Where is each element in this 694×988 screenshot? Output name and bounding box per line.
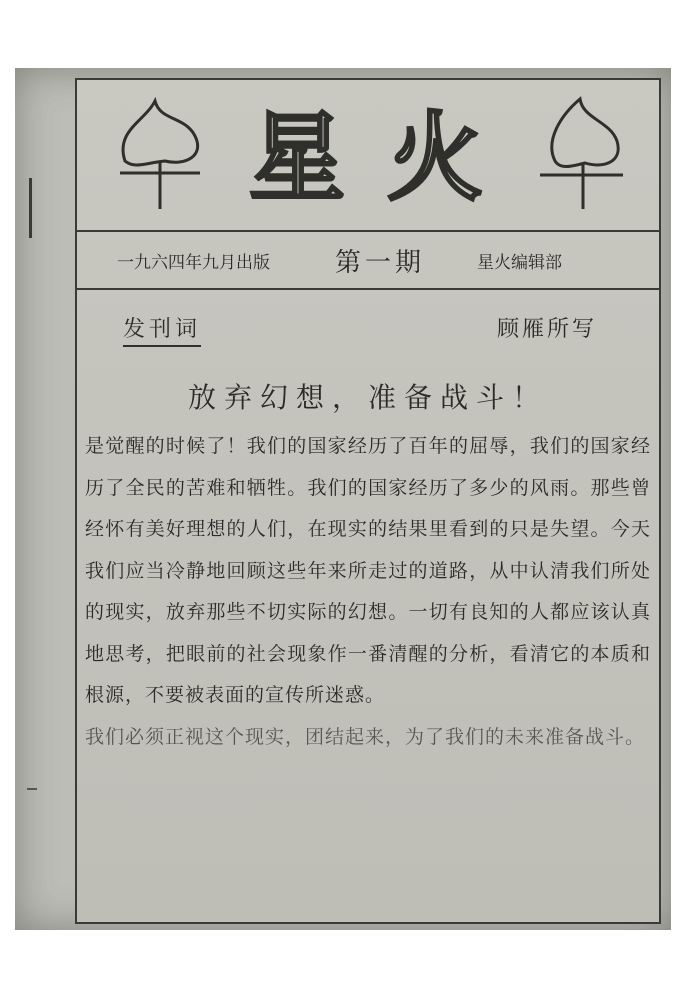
newspaper-page	[75, 78, 661, 924]
margin-mark	[29, 178, 32, 238]
article-body	[85, 426, 651, 758]
article-paragraph: 我们必须正视这个现实，团结起来，为了我们的未来准备战斗。	[85, 725, 646, 748]
publication-date: 一九六四年九月出版	[117, 253, 270, 273]
masthead-char-2: 火	[387, 102, 491, 214]
article-headline: 放弃幻想，准备战斗！	[187, 381, 548, 414]
margin-tick	[27, 788, 37, 790]
article-paragraph: 是觉醒的时候了！我们的国家经历了百年的屈辱，我们的国家经历了全民的苦难和牺牲。我们的国家经历了多少的风雨。那些曾经怀有美好理想的人们，在现实的结果里看到的只是失望。今天我们应当冷静地回顾这些年来所走过的道路，从中认清我们所处的现实，放弃那些不切实际的幻想。一切有良知的人都应该认真地思考，把眼前的社会现象作一番清醒的分析，看清它的本质和根源，不要被表面的宣传所迷惑。	[85, 435, 651, 706]
flame-icon	[525, 91, 635, 226]
author-note: 顾雁所写	[497, 317, 598, 342]
issue-number: 第一期	[335, 248, 426, 278]
publisher: 星火编辑部	[477, 253, 562, 273]
masthead	[77, 80, 659, 232]
masthead-title	[105, 98, 635, 218]
masthead-char-1: 星	[249, 102, 353, 214]
flame-icon	[105, 91, 215, 226]
subhead-bar	[77, 232, 659, 290]
document-photo	[15, 68, 671, 930]
column-heading: 发刊词	[123, 312, 201, 347]
